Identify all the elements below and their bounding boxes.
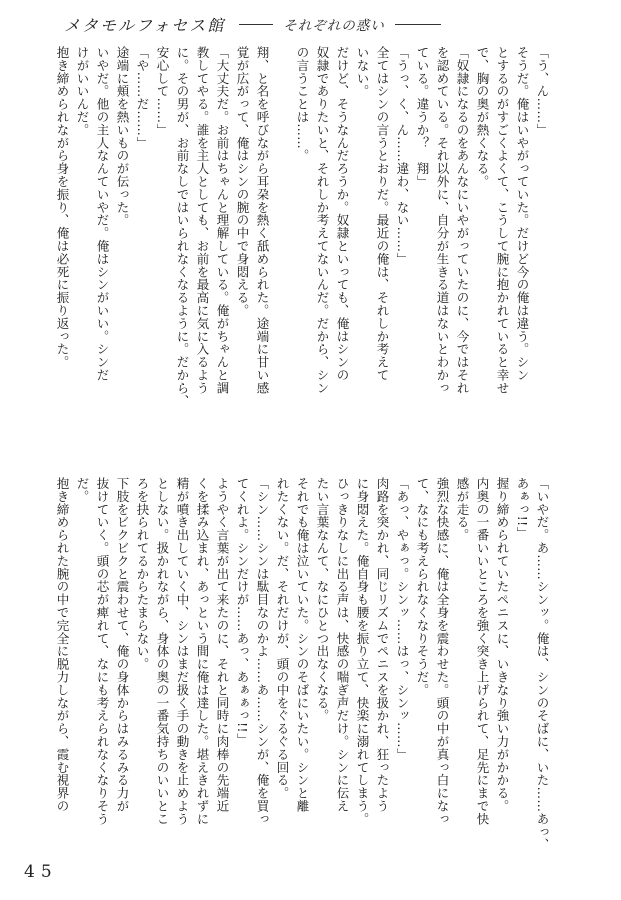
text-line: 「大丈夫だ。お前はちゃんと理解している。俺がちゃんと調 bbox=[215, 46, 230, 395]
text-line: を認めている。それ以外に、自分が生きる道はないとわかっ bbox=[435, 46, 450, 395]
text-line: としない。扱かれながら、身体の奥の一番気持ちのいいとこ bbox=[155, 477, 170, 826]
text-line: 抱き締められた腕の中で完全に脱力しながら、霞む視界の bbox=[55, 477, 70, 813]
text-line: いない。 bbox=[355, 46, 370, 98]
text-line: 握り締められていたペニスに、いきなり強い力がかかる。 bbox=[495, 477, 510, 813]
text-line: 下肢をビクビクと震わせて、俺の身体からはみるみる力が bbox=[115, 477, 130, 813]
text-line: 覚が広がって、俺はシンの腕の中で身悶える。 bbox=[235, 46, 250, 317]
text-line: て、なにも考えられなくなりそうだ。 bbox=[415, 477, 430, 697]
text-line: で、胸の奥が熱くなる。 bbox=[475, 46, 490, 188]
text-line: 強烈な快感に、俺は全身を震わせた。頭の中が真っ白になっ bbox=[435, 477, 450, 826]
header-rule-right bbox=[395, 24, 441, 25]
text-line: 安心して……」 bbox=[155, 46, 170, 137]
text-line: 「いやだ。あ……シンッ。俺は、シンのそばに、いた……あっ、 bbox=[535, 477, 550, 852]
text-line: 「あっ、やぁっ。シンッ……はっ、シンッ……」 bbox=[395, 477, 410, 761]
text-line: 内奥の一番いいところを強く突き上げられて、足先にまで快 bbox=[475, 477, 490, 826]
text-block-top bbox=[55, 46, 552, 408]
text-line: けがいいんだ。 bbox=[75, 46, 90, 137]
text-line: 「うっ、く、ん……違わ、ない……」 bbox=[395, 46, 410, 266]
text-line: 精が噴き出していく中、シンはまだ扱く手の動きを止めよう bbox=[175, 477, 190, 826]
book-title: メタモルフォセス館 bbox=[64, 15, 226, 35]
text-line: 「う、ん……」 bbox=[535, 46, 550, 137]
page-number: 45 bbox=[24, 862, 58, 882]
text-line: あぁっ!!」 bbox=[515, 477, 530, 540]
text-line: だけど、そうなんだろうか。奴隷といっても、俺はシンの bbox=[335, 46, 350, 382]
running-header bbox=[64, 12, 581, 36]
text-line: 抜けていく。頭の芯が痺れて、なにも考えられなくなりそう bbox=[95, 477, 110, 826]
text-line: とするのがすごくよくて、こうして腕に抱かれていると幸せ bbox=[495, 46, 510, 395]
header-rule-left bbox=[239, 24, 273, 25]
text-line: ようやく言葉が出て来たのに、それと同時に肉棒の先端近 bbox=[215, 477, 230, 813]
text-line: 「シン……シンは駄目なのかよ……あ……シンが、俺を買っ bbox=[255, 477, 270, 826]
text-line: 肉路を突かれ、同じリズムでペニスを扱かれ、狂ったよう bbox=[375, 477, 390, 813]
text-line: 全てはシンの言うとおりだ。最近の俺は、それしか考えて bbox=[375, 46, 390, 382]
text-line: 翔、と名を呼びながら耳朶を熱く舐められた。途端に甘い感 bbox=[255, 46, 270, 395]
text-line: れたくない。だ、それだけが、頭の中をぐるぐる回る。 bbox=[275, 477, 290, 800]
text-line bbox=[272, 46, 292, 388]
text-line: それでも俺は泣いていた。シンのそばにいたい。シンと離 bbox=[295, 477, 310, 813]
text-line: 途端に頬を熱いものが伝った。 bbox=[115, 46, 130, 227]
text-line: に。その男が、お前なしではいられなくなるように。だから、 bbox=[175, 46, 190, 408]
text-line: そうだ。俺はいやがっていた。だけど今の俺は違う。シン bbox=[515, 46, 530, 382]
text-line: 「奴隷になるのをあんなにいやがっていたのに、今ではそれ bbox=[455, 46, 470, 395]
text-line: の言うことは……。 bbox=[295, 46, 310, 163]
text-line: くを揉み込まれ、あっという間に俺は達した。堪えきれずに bbox=[195, 477, 210, 826]
text-line: たい言葉なんて、なにひとつ出なくなる。 bbox=[315, 477, 330, 723]
text-line: に身悶えた。俺自身も腰を振り立て、快楽に溺れてしまう。 bbox=[355, 477, 370, 826]
text-line: だ。 bbox=[75, 477, 90, 503]
text-line: 感が走る。 bbox=[455, 477, 470, 542]
text-line: 奴隷でありたいと、それしか考えてないんだ。だから、シン bbox=[315, 46, 330, 395]
text-line: 抱き締められながら身を振り、俺は必死に振り返った。 bbox=[55, 46, 70, 369]
text-block-bottom bbox=[55, 477, 552, 857]
text-line: てくれよ。シンだけが……あっ、あぁぁっ!!」 bbox=[235, 477, 250, 746]
text-line: 「や……だ……」 bbox=[135, 46, 150, 150]
text-line: ている。違うか？ 翔」 bbox=[415, 46, 430, 188]
text-line: ろを抉られてるからたまらない。 bbox=[135, 477, 150, 671]
text-line: ひっきりなしに出る声は、快感の喘ぎ声だけ。シンに伝え bbox=[335, 477, 350, 813]
text-line: いやだ。他の主人なんていやだ。俺はシンがいい。シンだ bbox=[95, 46, 110, 382]
text-line: 教してやる。誰を主人としても、お前を最高に気に入るよう bbox=[195, 46, 210, 395]
chapter-title: それぞれの惑い bbox=[283, 18, 385, 34]
